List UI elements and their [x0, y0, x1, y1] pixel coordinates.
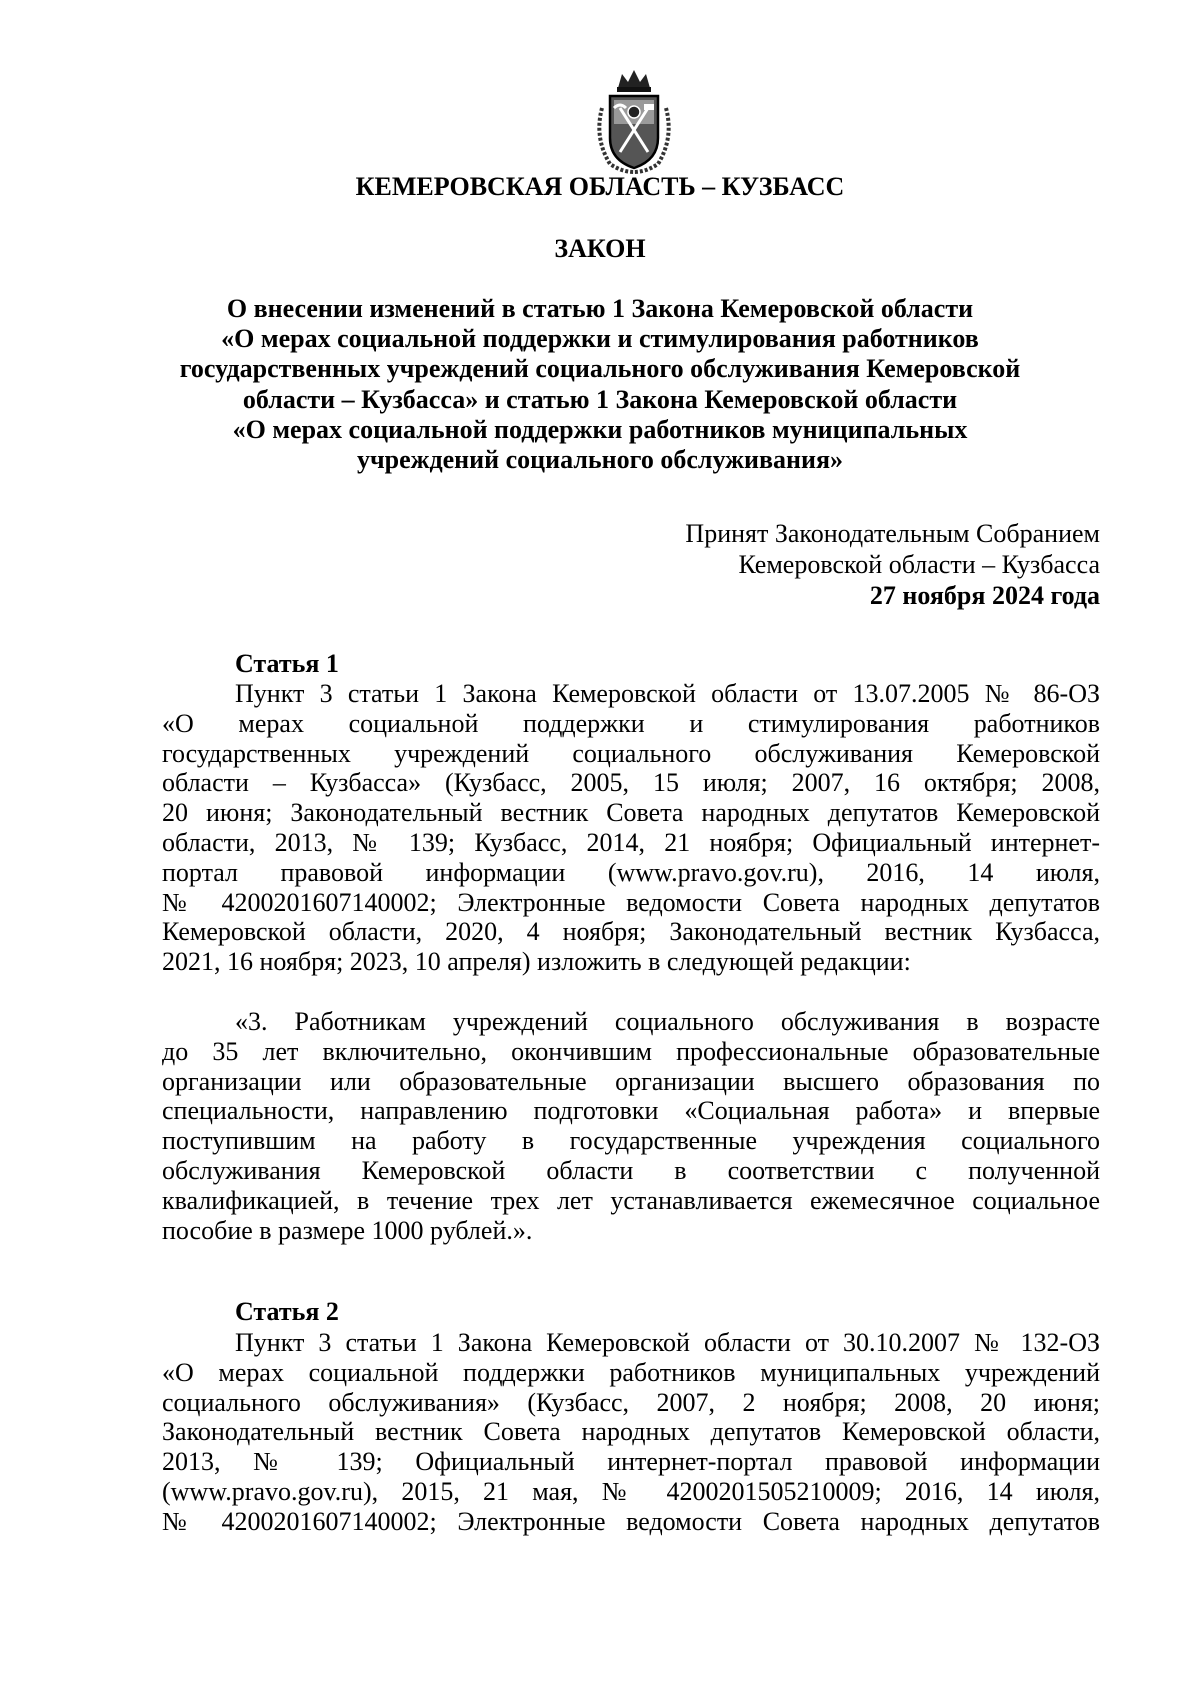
text-line: «О мерах социальной поддержки и стимулирования работников: [162, 708, 1100, 738]
title-line: «О мерах социальной поддержки и стимулирования работников: [221, 324, 979, 354]
document-title: [150, 294, 1050, 475]
text-line: квалификацией, в течение трех лет устанавливается ежемесячное социальное: [162, 1185, 1100, 1215]
title-line: области – Кузбасса» и статью 1 Закона Кемеровской области: [242, 384, 958, 414]
text-line: № 4200201607140002; Электронные ведомости Совета народных депутатов: [162, 887, 1100, 917]
adoption-line: Принят Законодательным Собранием: [685, 519, 1100, 548]
article-heading: Статья 2: [235, 1297, 339, 1326]
article-paragraph: [162, 1328, 1100, 1537]
article-heading: Статья 1: [235, 649, 339, 678]
text-line: № 4200201607140002; Электронные ведомости Совета народных депутатов: [162, 1506, 1100, 1536]
title-line: «О мерах социальной поддержки работников муниципальных: [232, 414, 968, 444]
text-line: «3. Работникам учреждений социального обслуживания в возрасте: [235, 1007, 1100, 1036]
text-line: Кемеровской области, 2020, 4 ноября; Законодательный вестник Кузбасса,: [162, 917, 1100, 947]
text-line: области – Кузбасса» (Кузбасс, 2005, 15 июля; 2007, 16 октября; 2008,: [162, 768, 1100, 798]
adoption-date: 27 ноября 2024 года: [869, 581, 1100, 610]
text-line: Пункт 3 статьи 1 Закона Кемеровской области от 13.07.2005 № 86-ОЗ: [235, 679, 1100, 708]
text-line: 20 июня; Законодательный вестник Совета народных депутатов Кемеровской: [162, 798, 1100, 828]
title-line: учреждений социального обслуживания»: [356, 445, 844, 475]
text-line: социального обслуживания» (Кузбасс, 2007, 2 ноября; 2008, 20 июня;: [162, 1387, 1100, 1417]
text-line: 2013, № 139; Официальный интернет-портал правовой информации: [162, 1447, 1100, 1477]
text-line: государственных учреждений социального обслуживания Кемеровской: [162, 738, 1100, 768]
title-line: О внесении изменений в статью 1 Закона Кемеровской области: [226, 294, 974, 323]
text-line: 2021, 16 ноября; 2023, 10 апреля) изложить в следующей редакции:: [162, 947, 911, 977]
text-line: организации или образовательные организации высшего образования по: [162, 1066, 1100, 1096]
text-line: (www.pravo.gov.ru), 2015, 21 мая, № 4200201505210009; 2016, 14 июля,: [162, 1476, 1100, 1506]
text-line: специальности, направлению подготовки «Социальная работа» и впервые: [162, 1096, 1100, 1126]
adoption-line: Кемеровской области – Кузбасса: [738, 550, 1100, 579]
region-name: КЕМЕРОВСКАЯ ОБЛАСТЬ – КУЗБАСС: [355, 172, 845, 201]
text-line: области, 2013, № 139; Кузбасс, 2014, 21 ноября; Официальный интернет-: [162, 827, 1100, 857]
text-line: портал правовой информации (www.pravo.gov.ru), 2016, 14 июля,: [162, 857, 1100, 887]
text-line: «О мерах социальной поддержки работников муниципальных учреждений: [162, 1357, 1100, 1387]
adoption-block: [685, 518, 1100, 611]
article-paragraph: [162, 679, 1100, 977]
document-type: ЗАКОН: [554, 234, 646, 263]
text-line: Пункт 3 статьи 1 Закона Кемеровской области от 30.10.2007 № 132-ОЗ: [235, 1328, 1100, 1357]
text-line: поступившим на работу в государственные учреждения социального: [162, 1126, 1100, 1156]
text-line: пособие в размере 1000 рублей.».: [162, 1215, 533, 1245]
coat-of-arms-emblem: [592, 68, 676, 176]
article-paragraph: [162, 1007, 1100, 1245]
text-line: обслуживания Кемеровской области в соответствии с полученной: [162, 1155, 1100, 1185]
title-line: государственных учреждений социального обслуживания Кемеровской: [179, 354, 1021, 384]
text-line: до 35 лет включительно, окончившим профессиональные образовательные: [162, 1036, 1100, 1066]
text-line: Законодательный вестник Совета народных депутатов Кемеровской области,: [162, 1417, 1100, 1447]
